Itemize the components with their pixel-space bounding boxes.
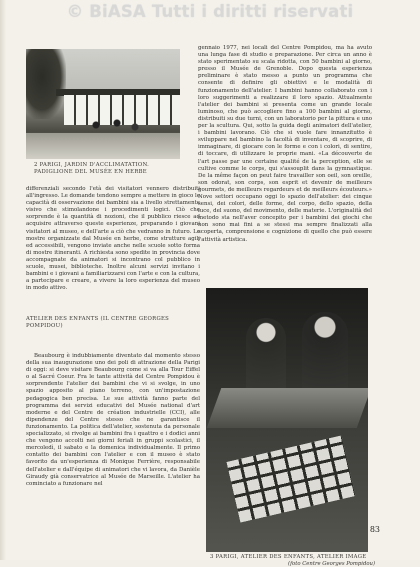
figure-3-photo-credit: (foto Centre Georges Pompidou) bbox=[288, 560, 376, 567]
photo-tree bbox=[26, 49, 66, 119]
photo-table bbox=[207, 388, 368, 428]
copyright-watermark: © BiASA Tutti i diritti riservati bbox=[66, 2, 354, 21]
figure-3-caption bbox=[210, 554, 390, 567]
photo-musee-en-herbe-pavilion bbox=[26, 49, 180, 159]
figure-3-caption-text: 3 PARIGI, ATELIER DES ENFANTS, ATELIER IMAGE bbox=[210, 554, 367, 560]
paragraph: gennaio 1977, nei locali del Centre Pompidou, ma ha avuto una lunga fase di studio e preparazione. Per circa un anno è stato sperimentato su scala ridotta, con 50 bambini al giorno, presso il Musée de Grenoble. Dopo questa esperienza preliminare è stato messo a punto un programma che consente di definire gli obiettivi e le modalità di funzionamento dell'atelier. I bambini hanno collaborato con i loro suggerimenti a realizzare il loro spazio. Attualmente l'atelier dei bambini si presenta come un grande locale luminoso, che può accogliere fino a 100 bambini al giorno, distribuiti su due turni, con un laboratorio per la pittura e uno per la scultura. Qui, sotto la guida degli animatori dell'atelier, i bambini lavorano. Ciò che si vuole fare innanzitutto è sviluppare nel bambino la facoltà di inventare, di scoprire, di immaginare, di giocare con le forme e con i colori, di sentire, di toccare, di utilizzare le proprie mani. «La découverte de l'art passe par une certaine qualité de la perception, elle se cultive comme le corps, qui s'assouplit dans la gymnastique. De la même façon on peut faire travailler son oeil, son oreille, son odorat, son corps, son esprit et devenir de meilleurs gourmets, de meilleurs regardeurs et de meilleurs écouteurs.» Nove settori occupano oggi lo spazio dell'atelier: dei cinque sensi, dei colori, delle forme, del corpo, dello spazio, della luce, del suono, del movimento, delle materie. L'originalità del metodo sta nell'aver concepito per i bambini dei giochi che non sono mai fini a se stessi ma sempre finalizzati alla scoperta, comprensione e cognizione di quello che può essere l'attività artistica. bbox=[198, 45, 372, 243]
photo-child bbox=[246, 318, 286, 398]
photo-child bbox=[302, 312, 348, 396]
text-column-right bbox=[198, 45, 372, 244]
page-edge-shadow bbox=[0, 0, 6, 560]
paragraph: Beaubourg è indubbiamente diventato dal momento stesso della sua inaugurazione uno dei poli di attrazione della Parigi di oggi: si deve visitare Beaubourg come si va alla Tour Eiffel o al Sacré Coeur. Fra le tante attività del Centre Pompidou è sorprendente l'atelier dei bambini che vi si svolge, in uno spazio apposito al piano terreno, con un'impostazione pedagogica ben precisa. Le sue attività fanno parte del programma dei servizi educativi del Musée national d'art moderne e del Centre de création industrielle (CCI), alle dipendenze del Centre stesso che ne garantisce il funzionamento. La politica dell'atelier, sostenuta da personale specializzato, si rivolge ai bambini fra i quattro e i dodici anni che vengono accolti nei giorni feriali in gruppi scolastici, il mercoledì, il sabato e la domenica individualmente. Il primo contatto dei bambini con l'atelier e con il museo è stato favorito da un'esperienza di Monique Ferrière, responsabile dell'atelier e dall'équipe di animatori che vi lavora, da Danièle Giraudy già conservatrice al Musée de Marseille. L'atelier ha cominciato a funzionare nel bbox=[26, 353, 200, 487]
text-column-left-top bbox=[26, 186, 200, 292]
figure-2-caption: 2 PARIGI, JARDIN D'ACCLIMATATION. PADIGLIONE DEL MUSÉE EN HERBE bbox=[34, 162, 150, 175]
section-heading-atelier: ATELIER DES ENFANTS (IL CENTRE GEORGES POMPIDOU) bbox=[26, 316, 170, 329]
photo-checkerboard bbox=[227, 436, 356, 523]
paragraph: differenziali secondo l'età dei visitatori vennero distribuiti all'ingresso. Le domande tendono sempre a mettere in gioco le capacità di osservazione dei bambini sia a livello strettamente visivo che stimolandone i procedimenti logici. Ciò che sorprende è la quantità di nozioni, che il pubblico riesce ad acquisire attraverso queste esperienze, preparando i giovani visitatori al museo, e dell'arte a ciò che vedranno in futuro. Le mostre organizzate dal Musée en herbe, come strutture agili ed accessibili, vengono inviate anche nelle scuole sotto forma di mostre itineranti. A richiesta sono spedite in provincia dove accompagnate da animatori si incontrano col pubblico in scuole, musei, biblioteche. Inoltre alcuni servizi invitano i bambini e i giovani a familiarizzarsi con l'arte e con la cultura, a partecipare e creare, a vivere la loro esperienza del museo in modo attivo. bbox=[26, 186, 200, 292]
photo-atelier-des-enfants bbox=[206, 288, 368, 552]
text-column-left-bottom bbox=[26, 353, 200, 488]
photo-lawn bbox=[26, 133, 180, 159]
page-number: 83 bbox=[369, 525, 380, 534]
photo-people bbox=[84, 115, 144, 135]
